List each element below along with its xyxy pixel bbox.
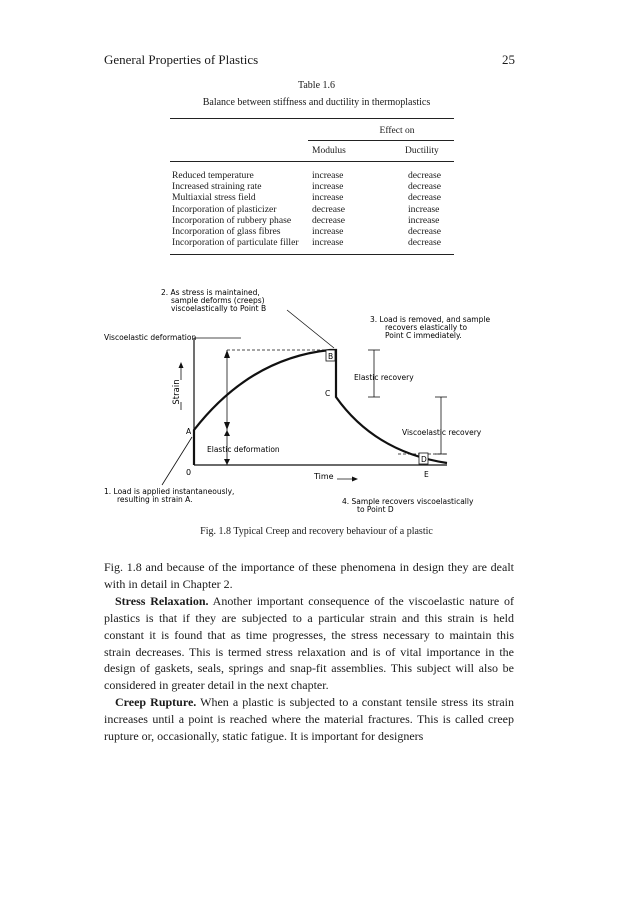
page-number: 25 [502, 52, 515, 67]
table-caption: Balance between stiffness and ductility in thermoplastics [202, 97, 431, 108]
elastic-recovery-label: Elastic recovery [354, 373, 414, 382]
row-ductility: decrease [408, 237, 442, 249]
row-factor: Multiaxial stress field [172, 192, 256, 204]
row-factor: Incorporation of glass fibres [172, 226, 281, 237]
table-group-rule [308, 140, 454, 141]
row-ductility: decrease [408, 181, 442, 193]
point-b-label: B [328, 352, 334, 361]
point-d-label: D [421, 455, 427, 464]
point-e-label: E [424, 470, 429, 479]
row-modulus: increase [312, 181, 344, 193]
note4-line1: 4. Sample recovers viscoelastically [342, 497, 474, 506]
leader-note2 [287, 310, 334, 348]
paragraph-1: Fig. 1.8 and because of the importance of these phenomena in design they are dealt with in detail in Chapter 2. [104, 560, 514, 591]
paragraph-3-text: When a plastic is subjected to a constant tensile stress its strain increases until a point is reached where the material fractures. This is called creep rupture or, occasionally, static fatigue. It is important for designers [104, 695, 514, 744]
strain-axis-label: Strain [172, 379, 182, 405]
point-a-label: A [186, 427, 192, 436]
leader-note1 [162, 437, 192, 485]
table-top-rule [170, 118, 454, 119]
table-row [172, 238, 452, 249]
row-factor: Incorporation of plasticizer [172, 203, 277, 215]
row-factor: Incorporation of rubbery phase [172, 214, 292, 226]
arrowhead [224, 350, 230, 358]
row-modulus: decrease [312, 214, 346, 226]
table-row [172, 182, 452, 193]
table-header-rule [170, 161, 454, 162]
elastic-deformation-label: Elastic deformation [207, 445, 280, 454]
time-axis-label: Time [314, 472, 334, 481]
row-ductility: increase [408, 214, 440, 226]
row-modulus: increase [312, 237, 344, 249]
table-bottom-rule [170, 254, 454, 255]
row-factor: Increased straining rate [172, 181, 262, 193]
arrowhead [224, 422, 230, 430]
row-factor: Reduced temperature [172, 170, 254, 181]
point-c-label: C [325, 389, 331, 398]
row-ductility: increase [408, 203, 440, 215]
row-modulus: increase [312, 226, 344, 237]
paragraph-stress-relaxation [104, 593, 514, 694]
viscoelastic-recovery-label: Viscoelastic recovery [402, 428, 482, 437]
row-factor: Incorporation of particulate filler [172, 237, 299, 249]
paragraph-creep-rupture [104, 694, 514, 745]
note4-line2: to Point D [357, 505, 394, 514]
table-row [172, 216, 452, 227]
figure-caption: Fig. 1.8 Typical Creep and recovery behaviour of a plastic [200, 526, 433, 537]
viscoelastic-deformation-label: Viscoelastic deformation [104, 333, 197, 342]
table-row [172, 205, 452, 216]
note1-line2: resulting in strain A. [117, 495, 193, 504]
note2-line1: 2. As stress is maintained, [161, 288, 260, 297]
creep-recovery-figure [0, 280, 633, 520]
row-ductility: decrease [408, 170, 442, 181]
note2-line2: sample deforms (creeps) [171, 296, 265, 305]
note1-line1: 1. Load is applied instantaneously, [104, 487, 235, 496]
table-col-ductility: Ductility [405, 146, 439, 156]
running-title: General Properties of Plastics [104, 52, 259, 67]
table-row [172, 227, 452, 238]
paragraph-2-text: Another important consequence of the viscoelastic nature of plastics is that if they are subjected to a particular strain and this strain is held constant it is found that as time progresses, the stress necessary to maintain this strain decreases. This is termed stress relaxation and is of vital importance in the design of gaskets, seals, springs and snap-fit assemblies. This subject will also be considered in greater detail in the next chapter. [104, 593, 515, 693]
table-row [172, 193, 452, 204]
arrowhead [224, 430, 230, 436]
table-group-header: Effect on [379, 126, 415, 136]
table-row [172, 171, 452, 182]
table-col-modulus: Modulus [312, 146, 346, 156]
note2-line3: viscoelastically to Point B [171, 304, 267, 313]
note3-line1: 3. Load is removed, and sample [370, 315, 491, 324]
note3-line3: Point C immediately. [385, 331, 462, 340]
arrowhead [224, 459, 230, 465]
table-label: Table 1.6 [297, 80, 336, 91]
row-ductility: decrease [408, 192, 442, 204]
note3-line2: recovers elastically to [385, 323, 468, 332]
heading-stress-relaxation: Stress Relaxation. [115, 593, 209, 608]
body-text [104, 559, 514, 745]
row-ductility: decrease [408, 226, 442, 237]
heading-creep-rupture: Creep Rupture. [115, 695, 197, 710]
row-modulus: increase [312, 192, 344, 204]
row-modulus: decrease [312, 203, 346, 215]
origin-label: 0 [186, 468, 192, 477]
row-modulus: increase [312, 170, 344, 181]
